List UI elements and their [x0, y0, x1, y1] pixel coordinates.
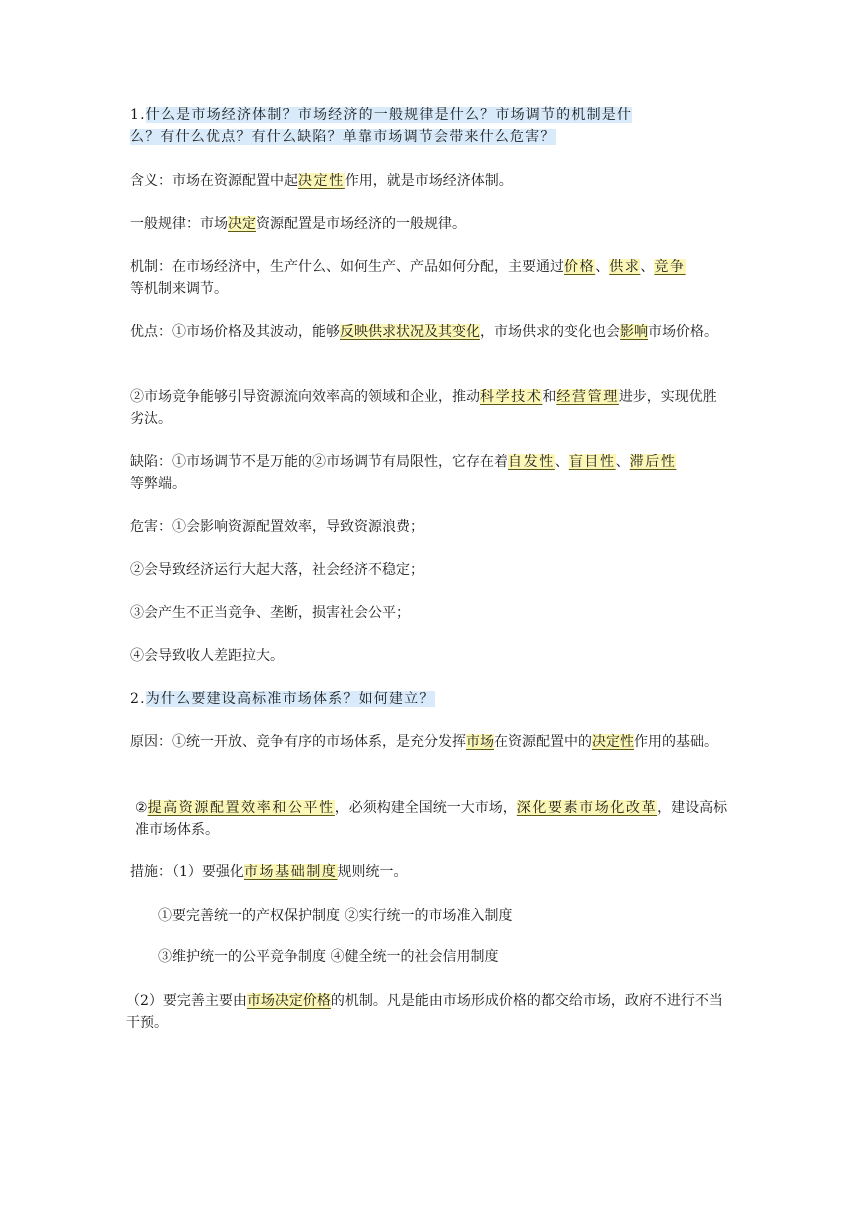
advantage-paragraph-2 [130, 386, 730, 430]
reason-keyword-decisive: 决定性 [592, 734, 634, 750]
advantage2-keyword-tech: 科学技术 [480, 389, 543, 405]
mechanism-paragraph [130, 256, 730, 300]
harm-line-4: ④会导致收人差距拉大。 [130, 648, 284, 664]
mechanism-text: 机制：在市场经济中，生产什么、如何生产、产品如何分配，主要通过 [130, 259, 564, 275]
harm-line-3: ③会产生不正当竞争、垄断，损害社会公平； [130, 605, 410, 621]
reason-text-mid: 在资源配置中的 [494, 734, 592, 750]
law-paragraph [130, 213, 730, 235]
advantage-paragraph-1 [130, 321, 730, 343]
reason2-keyword-reform: 深化要素市场化改革 [516, 800, 658, 816]
measure-sub-line-1: ①要完善统一的产权保护制度 ②实行统一的市场准入制度 [158, 908, 513, 924]
question-1-number: 1. [130, 107, 146, 123]
measure2-keyword-market-price: 市场决定价格 [246, 993, 331, 1009]
question-1-line-2: 么？有什么优点？有什么缺陷？单靠市场调节会带来什么危害？ [130, 129, 556, 145]
question-1-line-1: 什么是市场经济体制？市场经济的一般规律是什么？市场调节的机制是什 [145, 107, 633, 123]
meaning-keyword: 决定性 [298, 173, 345, 189]
measure2-text: （2）要完善主要由 [126, 993, 247, 1009]
reason-keyword-market: 市场 [466, 734, 494, 750]
mechanism-keyword-price: 价格 [564, 259, 596, 275]
defect-keyword-spontaneous: 自发性 [508, 454, 555, 470]
reason2-text-mid: ，必须构建全国统一大市场， [334, 800, 517, 816]
defect-keyword-blind: 盲目性 [568, 454, 616, 470]
mechanism-keyword-supply: 供求 [609, 259, 641, 275]
measure-sub-line-2: ③维护统一的公平竞争制度 ④健全统一的社会信用制度 [158, 949, 499, 965]
reason2-text-end: ，建设高标准市场体系。 [135, 800, 728, 838]
measure2-text-end: 的机制。凡是能由市场形成价格的都交给市场，政府不进行不当干预。 [126, 993, 723, 1031]
separator: 、 [554, 454, 569, 470]
law-keyword: 决定 [228, 216, 256, 232]
reason-paragraph-2 [135, 797, 730, 841]
advantage-text-mid: ，市场供求的变化也会 [480, 324, 620, 340]
meaning-paragraph [130, 170, 730, 192]
measure-paragraph-2 [126, 990, 730, 1034]
question-2-text: 为什么要建设高标准市场体系？如何建立？ [145, 691, 435, 707]
reason2-keyword-efficiency: 提高资源配置效率和公平性 [147, 800, 335, 816]
question-2 [130, 688, 730, 710]
advantage2-keyword-management: 经营管理 [556, 389, 619, 405]
advantage-text-end: 市场价格。 [648, 324, 718, 340]
reason-text-end: 作用的基础。 [634, 734, 718, 750]
advantage-keyword-influence: 影响 [620, 324, 648, 340]
meaning-text: 含义：市场在资源配置中起 [130, 173, 298, 189]
defect-paragraph [130, 451, 730, 495]
measure-paragraph-1 [130, 861, 730, 883]
reason-text: 原因：①统一开放、竞争有序的市场体系，是充分发挥 [130, 734, 466, 750]
law-text: 一般规律：市场 [130, 216, 228, 232]
question-2-number: 2. [130, 691, 146, 707]
advantage-keyword: 反映供求状况及其变化 [340, 324, 480, 340]
defect-text: 缺陷：①市场调节不是万能的②市场调节有局限性，它存在着 [130, 454, 508, 470]
defect-text-end: 等弊端。 [130, 476, 186, 492]
advantage2-text-end: 进步，实现优胜劣汰。 [130, 389, 717, 427]
advantage2-text: ②市场竞争能够引导资源流向效率高的领域和企业，推动 [130, 389, 480, 405]
measure-text-end: 规则统一。 [337, 864, 408, 880]
advantage-text: 优点：①市场价格及其波动，能够 [130, 324, 340, 340]
separator: 、 [615, 454, 630, 470]
harm-line-1: 危害：①会影响资源配置效率，导致资源浪费； [130, 519, 424, 535]
separator: 、 [595, 259, 610, 275]
mechanism-text-end: 等机制来调节。 [130, 281, 228, 297]
question-1 [130, 104, 730, 148]
mechanism-keyword-competition: 竞争 [654, 259, 686, 275]
reason2-number: ② [135, 800, 148, 816]
advantage2-and: 和 [542, 389, 557, 405]
meaning-text-end: 作用，就是市场经济体制。 [344, 173, 513, 189]
law-text-end: 资源配置是市场经济的一般规律。 [256, 216, 466, 232]
separator: 、 [640, 259, 655, 275]
measure-keyword-basic-system: 市场基础制度 [243, 864, 338, 880]
measure-text: 措施：（1）要强化 [130, 864, 244, 880]
harm-line-2: ②会导致经济运行大起大落，社会经济不稳定； [130, 562, 424, 578]
reason-paragraph-1 [130, 731, 730, 753]
defect-keyword-lag: 滞后性 [629, 454, 677, 470]
